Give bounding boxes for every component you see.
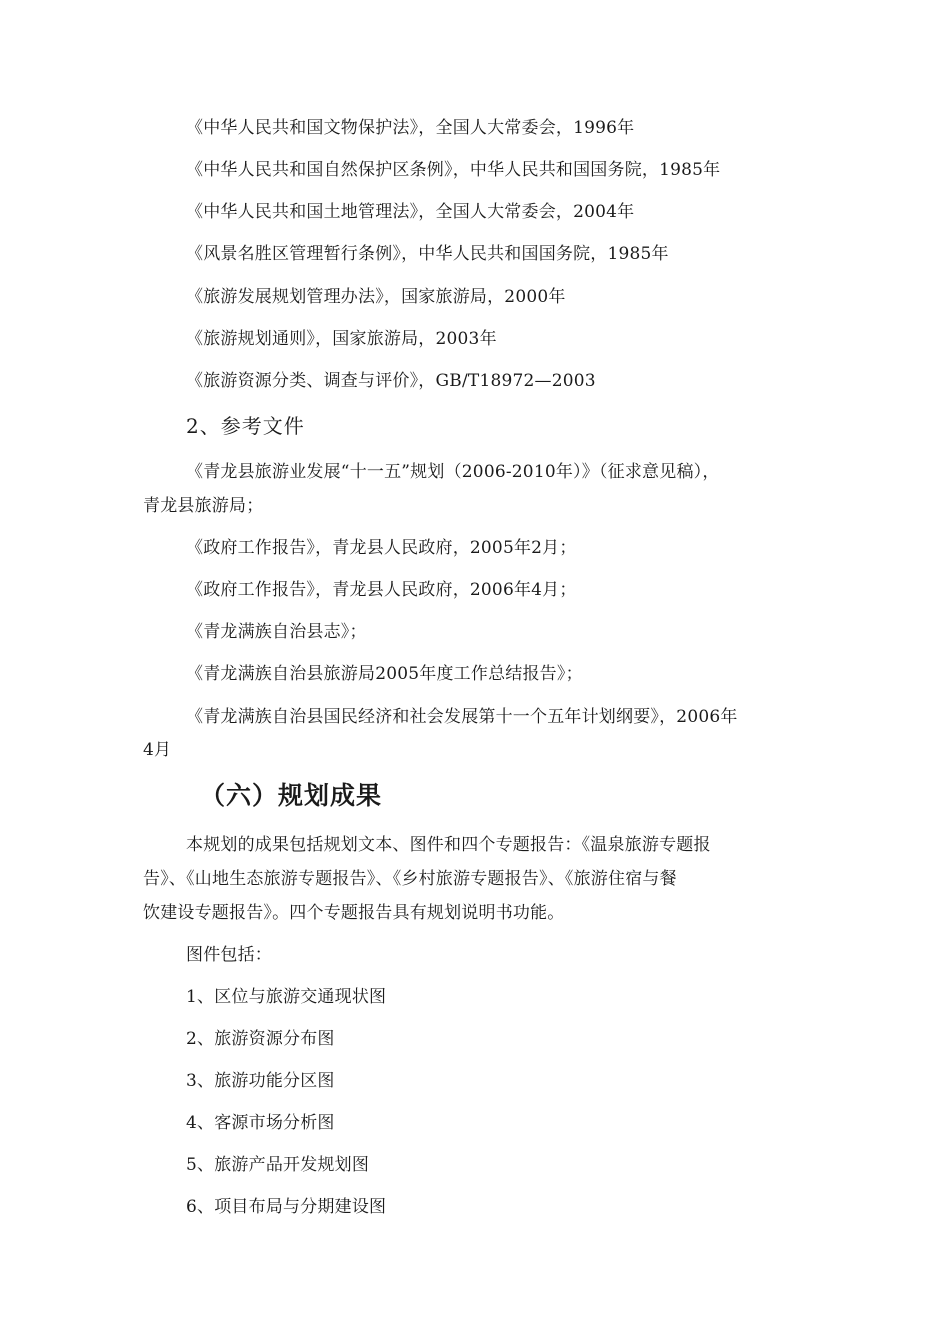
figures-label: 图件包括： bbox=[186, 945, 272, 965]
reference-item: 《青龙满族自治县旅游局2005年度工作总结报告》； bbox=[186, 664, 583, 684]
reference-item-continuation: 青龙县旅游局； bbox=[143, 496, 264, 516]
reference-item: 《政府工作报告》，青龙县人民政府，2005年2月； bbox=[186, 538, 577, 558]
figure-item: 5、旅游产品开发规划图 bbox=[186, 1155, 370, 1175]
figure-item: 2、旅游资源分布图 bbox=[186, 1029, 335, 1049]
figure-item: 3、旅游功能分区图 bbox=[186, 1071, 335, 1091]
reference-item: 《青龙满族自治县志》； bbox=[186, 622, 367, 642]
paragraph-line: 饮建设专题报告》。四个专题报告具有规划说明书功能。 bbox=[143, 903, 565, 923]
reference-item: 《青龙县旅游业发展“十一五”规划（2006-2010年）》（征求意见稿）， bbox=[186, 462, 720, 482]
section-heading: （六）规划成果 bbox=[200, 781, 383, 810]
paragraph-line: 告》、《山地生态旅游专题报告》、《乡村旅游专题报告》、《旅游住宿与餐 bbox=[143, 869, 677, 889]
law-item: 《中华人民共和国文物保护法》，全国人大常委会，1996年 bbox=[186, 118, 635, 138]
reference-item: 《青龙满族自治县国民经济和社会发展第十一个五年计划纲要》，2006年 bbox=[186, 707, 738, 727]
law-item: 《旅游资源分类、调查与评价》，GB/T18972—2003 bbox=[186, 371, 596, 391]
law-item: 《旅游规划通则》，国家旅游局，2003年 bbox=[186, 329, 497, 349]
law-item: 《旅游发展规划管理办法》，国家旅游局，2000年 bbox=[186, 287, 566, 307]
law-item: 《中华人民共和国土地管理法》，全国人大常委会，2004年 bbox=[186, 202, 635, 222]
figure-item: 6、项目布局与分期建设图 bbox=[186, 1197, 387, 1217]
figure-item: 1、区位与旅游交通现状图 bbox=[186, 987, 387, 1007]
figure-item: 4、客源市场分析图 bbox=[186, 1113, 335, 1133]
reference-item: 《政府工作报告》，青龙县人民政府，2006年4月； bbox=[186, 580, 577, 600]
reference-item-continuation: 4月 bbox=[143, 740, 172, 760]
law-item: 《风景名胜区管理暂行条例》，中华人民共和国国务院，1985年 bbox=[186, 244, 669, 264]
references-heading: 2、参考文件 bbox=[186, 414, 305, 438]
paragraph-line: 本规划的成果包括规划文本、图件和四个专题报告：《温泉旅游专题报 bbox=[186, 835, 711, 855]
law-item: 《中华人民共和国自然保护区条例》，中华人民共和国国务院，1985年 bbox=[186, 160, 721, 180]
